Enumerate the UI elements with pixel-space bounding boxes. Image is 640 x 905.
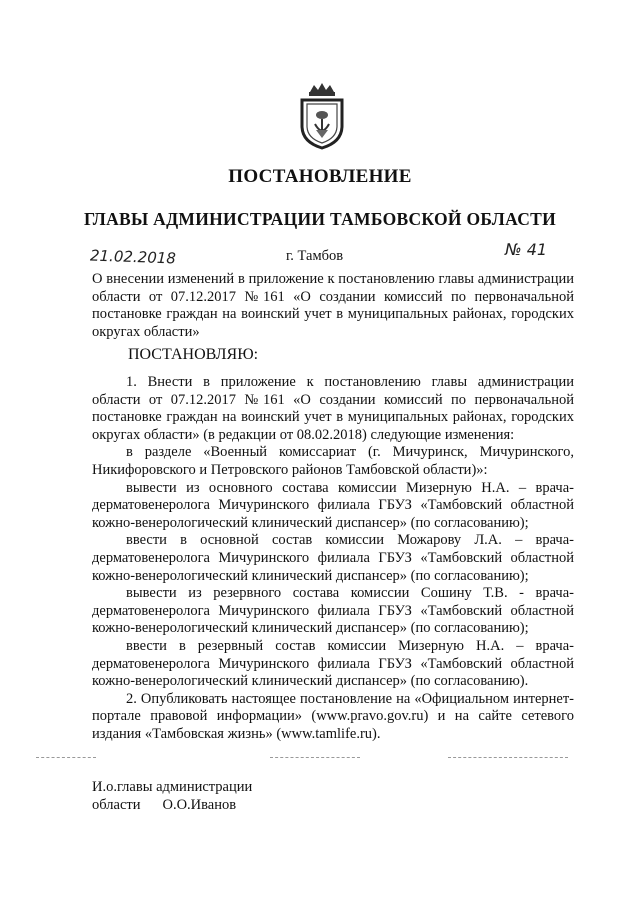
document-subtitle: ГЛАВЫ АДМИНИСТРАЦИИ ТАМБОВСКОЙ ОБЛАСТИ bbox=[83, 209, 557, 229]
signer-title-cont: области bbox=[92, 797, 141, 813]
paragraph-1: 1. Внести в приложение к постановлению главы администрации области от 07.12.2017 №161 «О создании комиссий по первоначальной постановке граждан на воинский учет в муниципальных районах, городских округах области» (в редакции от 08.02.2018) следующие изменения: bbox=[92, 374, 574, 443]
scan-dash-right bbox=[448, 757, 568, 758]
document-number: № 41 bbox=[505, 240, 548, 259]
paragraph-add-reserve: ввести в резервный состав комиссии Мизерную Н.А. – врача-дерматовенеролога Мичуринского филиала ГБУЗ «Тамбовский областной кожно-венерологический клинический диспансер» (по согласованию). bbox=[92, 637, 574, 690]
scan-dash-mid bbox=[270, 757, 360, 758]
document-city: г. Тамбов bbox=[286, 248, 344, 264]
document-body bbox=[92, 374, 574, 743]
document-title: ПОСТАНОВЛЕНИЕ bbox=[228, 166, 412, 187]
resolve-heading: ПОСТАНОВЛЯЮ: bbox=[128, 346, 259, 363]
paragraph-section: в разделе «Военный комиссариат (г. Мичуринск, Мичуринского, Никифоровского и Петровского районов Тамбовской области)»: bbox=[92, 444, 574, 478]
coat-of-arms-emblem bbox=[296, 82, 348, 150]
paragraph-add-main: ввести в основной состав комиссии Можарову Л.А. – врача-дерматовенеролога Мичуринского филиала ГБУЗ «Тамбовский областной кожно-венерологический клинический диспансер» (по согласованию); bbox=[92, 532, 574, 584]
signer-title: И.о.главы администрации bbox=[92, 779, 253, 795]
signer-name: О.О.Иванов bbox=[162, 797, 237, 813]
paragraph-2: 2. Опубликовать настоящее постановление на «Официальном интернет-портале правовой информации» (www.pravo.gov.ru) и на сайте сетевого издания «Тамбовская жизнь» (www.tamlife.ru). bbox=[92, 690, 574, 742]
signature-block bbox=[92, 778, 252, 814]
scan-dash-left bbox=[36, 757, 96, 758]
paragraph-remove-reserve: вывести из резервного состава комиссии Сошину Т.В. - врача-дерматовенеролога Мичуринского филиала ГБУЗ «Тамбовский областной кожно-венерологический клинический диспансер» (по согласованию); bbox=[92, 585, 574, 637]
document-subject: О внесении изменений в приложение к постановлению главы администрации области от 07.12.2017 №161 «О создании комиссий по первоначальной постановке граждан на воинский учет в муниципальных районах, городских округах области» bbox=[92, 271, 574, 340]
paragraph-remove-main: вывести из основного состава комиссии Мизерную Н.А. – врача-дерматовенеролога Мичуринского филиала ГБУЗ «Тамбовский областной кожно-венерологический клинический диспансер» (по согласованию); bbox=[92, 479, 574, 531]
document-date: 21.02.2018 bbox=[89, 246, 177, 268]
